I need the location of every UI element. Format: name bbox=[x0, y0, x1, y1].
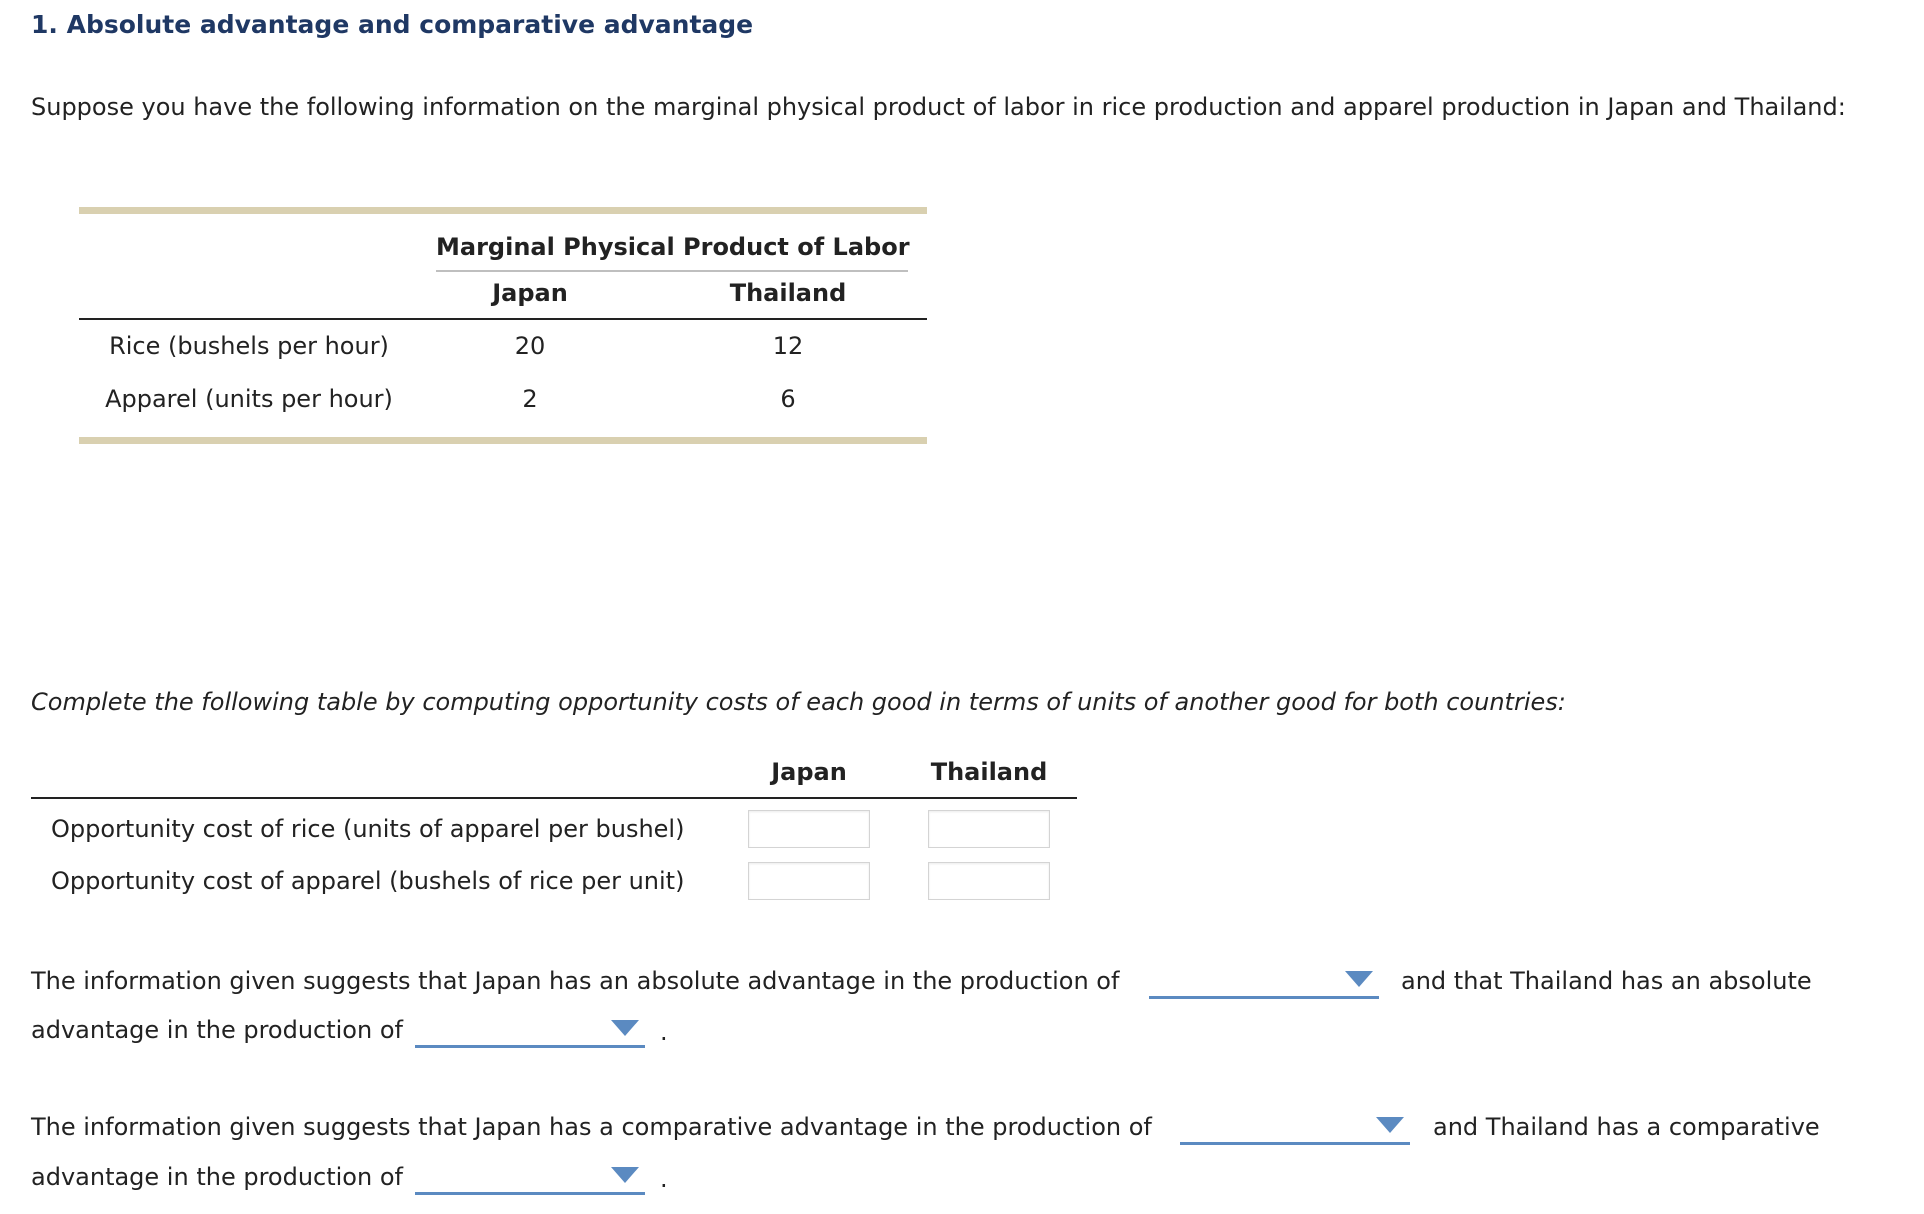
caret-down-icon bbox=[611, 1020, 639, 1036]
comparative-sentence-part3: advantage in the production of bbox=[31, 1163, 403, 1191]
table2-col-thailand: Thailand bbox=[930, 758, 1048, 786]
absolute-sentence-part2: and that Thailand has an absolute bbox=[1401, 967, 1812, 995]
absolute-sentence-part1: The information given suggests that Japan has an absolute advantage in the production of bbox=[31, 967, 1120, 995]
apparel-thailand-input[interactable] bbox=[928, 862, 1050, 900]
comparative-thailand-dropdown[interactable] bbox=[415, 1159, 645, 1195]
table1-col-thailand: Thailand bbox=[729, 279, 847, 307]
intro-text: Suppose you have the following information on the marginal physical product of labor in rice production and apparel production in Japan and Thailand: bbox=[31, 93, 1846, 121]
table1-cell-apparel-japan: 2 bbox=[522, 385, 538, 413]
absolute-thailand-dropdown[interactable] bbox=[415, 1012, 645, 1048]
comparative-sentence-part1: The information given suggests that Japan has a comparative advantage in the production of bbox=[31, 1113, 1152, 1141]
instruction-text: Complete the following table by computing opportunity costs of each good in terms of units of another good for both countries: bbox=[31, 688, 1566, 716]
rice-thailand-input[interactable] bbox=[928, 810, 1050, 848]
table1-row-label-apparel: Apparel (units per hour) bbox=[105, 385, 393, 413]
table1-header-rule bbox=[79, 318, 927, 320]
table1-cell-apparel-thailand: 6 bbox=[780, 385, 796, 413]
absolute-japan-dropdown[interactable] bbox=[1149, 963, 1379, 999]
table1-group-rule bbox=[436, 270, 908, 272]
table1-row-label-rice: Rice (bushels per hour) bbox=[109, 332, 389, 360]
table1-cell-rice-thailand: 12 bbox=[772, 332, 804, 360]
comparative-sentence-part2: and Thailand has a comparative bbox=[1433, 1113, 1820, 1141]
caret-down-icon bbox=[1376, 1117, 1404, 1133]
table1-group-header: Marginal Physical Product of Labor bbox=[436, 233, 910, 261]
comparative-japan-dropdown[interactable] bbox=[1180, 1109, 1410, 1145]
question-title: 1. Absolute advantage and comparative advantage bbox=[31, 10, 754, 39]
rice-japan-input[interactable] bbox=[748, 810, 870, 848]
apparel-japan-input[interactable] bbox=[748, 862, 870, 900]
absolute-sentence-part3: advantage in the production of bbox=[31, 1016, 403, 1044]
table1-col-japan: Japan bbox=[492, 279, 568, 307]
table1-bottom-bar bbox=[79, 437, 927, 444]
table2-header-rule bbox=[31, 797, 1077, 799]
table1-cell-rice-japan: 20 bbox=[514, 332, 546, 360]
table1-top-bar bbox=[79, 207, 927, 214]
caret-down-icon bbox=[1345, 971, 1373, 987]
table2-row-label-rice: Opportunity cost of rice (units of apparel per bushel) bbox=[51, 815, 685, 843]
table2-row-label-apparel: Opportunity cost of apparel (bushels of rice per unit) bbox=[51, 867, 685, 895]
comparative-sentence-end: . bbox=[660, 1165, 668, 1193]
absolute-sentence-end: . bbox=[660, 1018, 668, 1046]
caret-down-icon bbox=[611, 1167, 639, 1183]
table2-col-japan: Japan bbox=[771, 758, 847, 786]
